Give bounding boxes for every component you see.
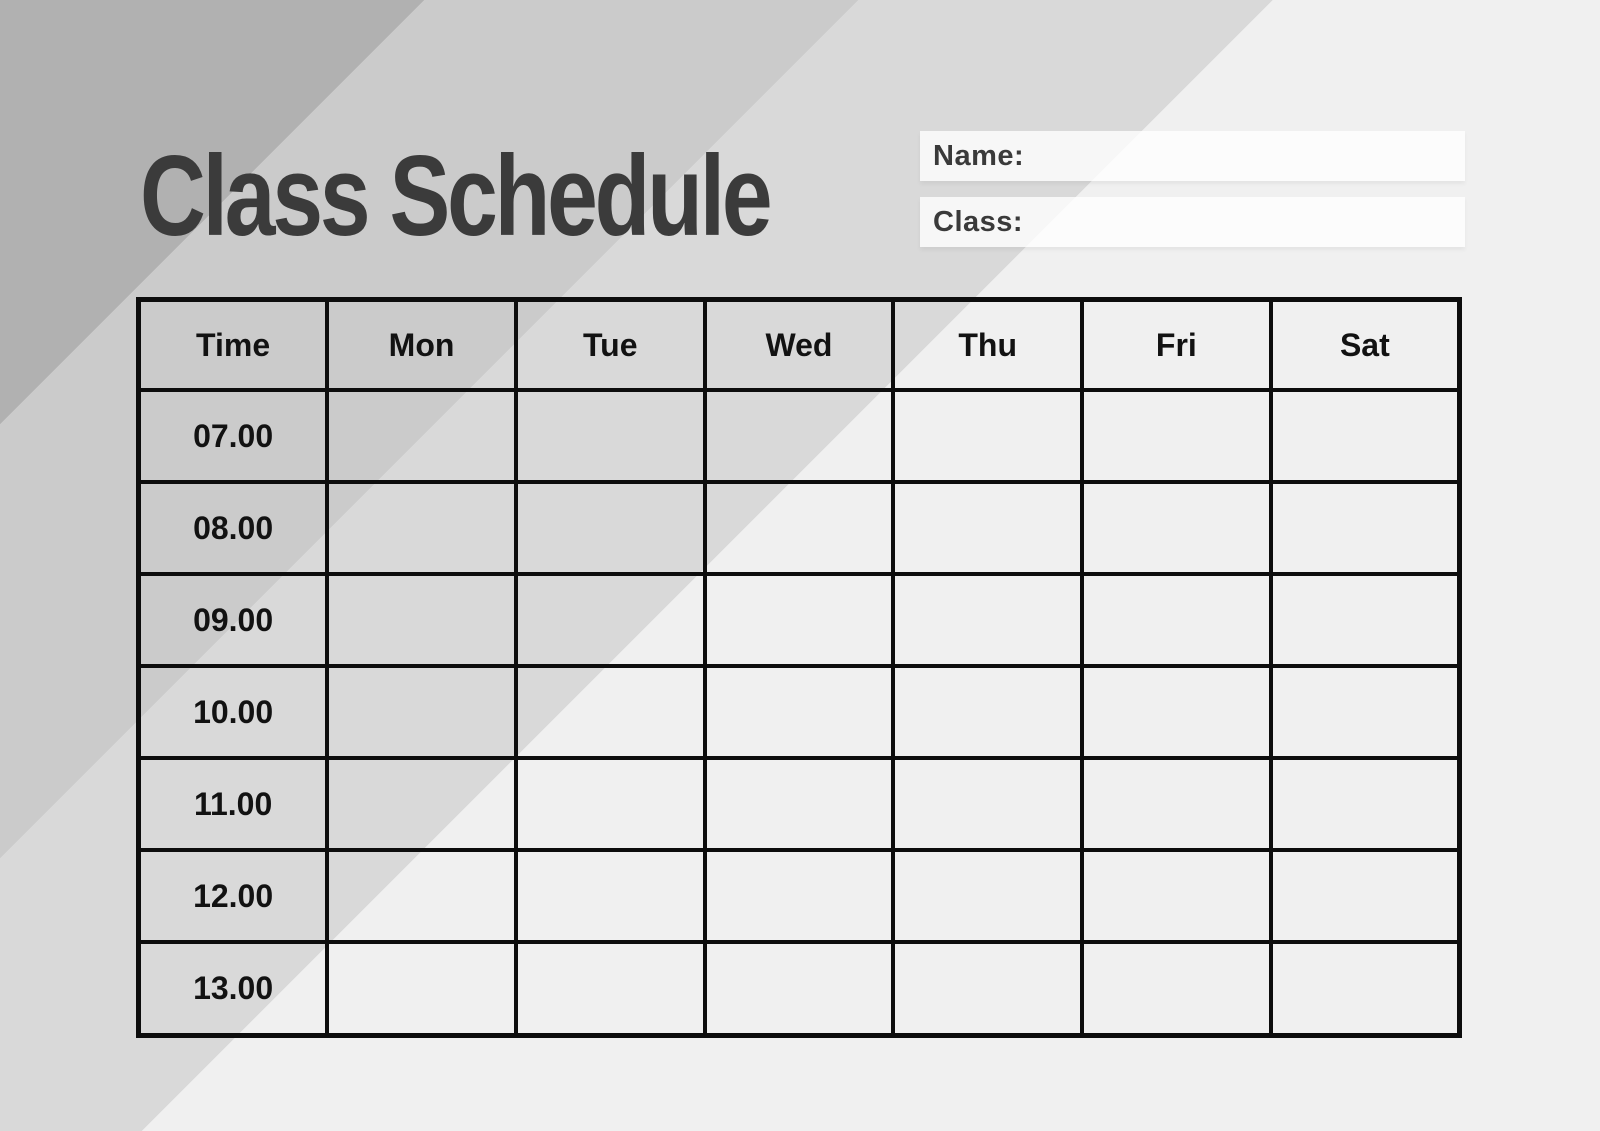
schedule-cell[interactable] <box>1271 482 1460 574</box>
page-title: Class Schedule <box>140 133 770 260</box>
schedule-cell[interactable] <box>516 574 705 666</box>
schedule-table <box>136 297 1462 1038</box>
schedule-cell[interactable] <box>327 850 516 942</box>
class-field[interactable] <box>920 197 1465 247</box>
table-row <box>139 666 1460 758</box>
table-row <box>139 850 1460 942</box>
table-row <box>139 942 1460 1035</box>
column-header-sat: Sat <box>1271 300 1460 391</box>
schedule-cell[interactable] <box>1082 942 1271 1035</box>
schedule-body <box>139 390 1460 1036</box>
schedule-cell[interactable] <box>705 574 894 666</box>
schedule-cell[interactable] <box>1271 850 1460 942</box>
schedule-cell[interactable] <box>327 574 516 666</box>
schedule-cell[interactable] <box>1271 574 1460 666</box>
table-row <box>139 482 1460 574</box>
schedule-cell[interactable] <box>1271 758 1460 850</box>
schedule-cell[interactable] <box>1082 482 1271 574</box>
schedule-cell[interactable] <box>327 942 516 1035</box>
schedule-cell[interactable] <box>893 482 1082 574</box>
schedule-cell[interactable] <box>1271 666 1460 758</box>
name-field[interactable] <box>920 131 1465 181</box>
schedule-cell[interactable] <box>705 482 894 574</box>
time-cell: 11.00 <box>139 758 328 850</box>
schedule-cell[interactable] <box>1082 574 1271 666</box>
schedule-cell[interactable] <box>327 758 516 850</box>
schedule-cell[interactable] <box>516 390 705 482</box>
schedule-cell[interactable] <box>516 850 705 942</box>
schedule-cell[interactable] <box>893 942 1082 1035</box>
column-header-wed: Wed <box>705 300 894 391</box>
schedule-cell[interactable] <box>1271 942 1460 1035</box>
schedule-cell[interactable] <box>893 666 1082 758</box>
schedule-cell[interactable] <box>893 574 1082 666</box>
table-row <box>139 390 1460 482</box>
class-label: Class: <box>933 205 1024 238</box>
time-cell: 13.00 <box>139 942 328 1035</box>
schedule-cell[interactable] <box>327 390 516 482</box>
schedule-cell[interactable] <box>1082 850 1271 942</box>
schedule-cell[interactable] <box>893 758 1082 850</box>
schedule-cell[interactable] <box>1082 390 1271 482</box>
schedule-cell[interactable] <box>327 666 516 758</box>
schedule-cell[interactable] <box>705 850 894 942</box>
schedule-cell[interactable] <box>516 482 705 574</box>
time-cell: 10.00 <box>139 666 328 758</box>
schedule-cell[interactable] <box>516 942 705 1035</box>
table-row <box>139 574 1460 666</box>
schedule-cell[interactable] <box>516 758 705 850</box>
column-header-mon: Mon <box>327 300 516 391</box>
class-input[interactable] <box>1023 197 1465 247</box>
column-header-thu: Thu <box>893 300 1082 391</box>
column-header-fri: Fri <box>1082 300 1271 391</box>
table-row <box>139 758 1460 850</box>
schedule-cell[interactable] <box>705 390 894 482</box>
schedule-cell[interactable] <box>1082 666 1271 758</box>
schedule-cell[interactable] <box>1082 758 1271 850</box>
column-header-time: Time <box>139 300 328 391</box>
schedule-cell[interactable] <box>893 850 1082 942</box>
time-cell: 07.00 <box>139 390 328 482</box>
column-header-tue: Tue <box>516 300 705 391</box>
time-cell: 08.00 <box>139 482 328 574</box>
schedule-cell[interactable] <box>1271 390 1460 482</box>
schedule-header <box>139 300 1460 391</box>
schedule-cell[interactable] <box>516 666 705 758</box>
schedule-cell[interactable] <box>327 482 516 574</box>
time-cell: 12.00 <box>139 850 328 942</box>
header-row <box>139 300 1460 391</box>
schedule-cell[interactable] <box>705 758 894 850</box>
schedule-cell[interactable] <box>705 942 894 1035</box>
name-input[interactable] <box>1024 131 1465 181</box>
schedule-cell[interactable] <box>705 666 894 758</box>
name-label: Name: <box>933 139 1025 172</box>
schedule-cell[interactable] <box>893 390 1082 482</box>
time-cell: 09.00 <box>139 574 328 666</box>
